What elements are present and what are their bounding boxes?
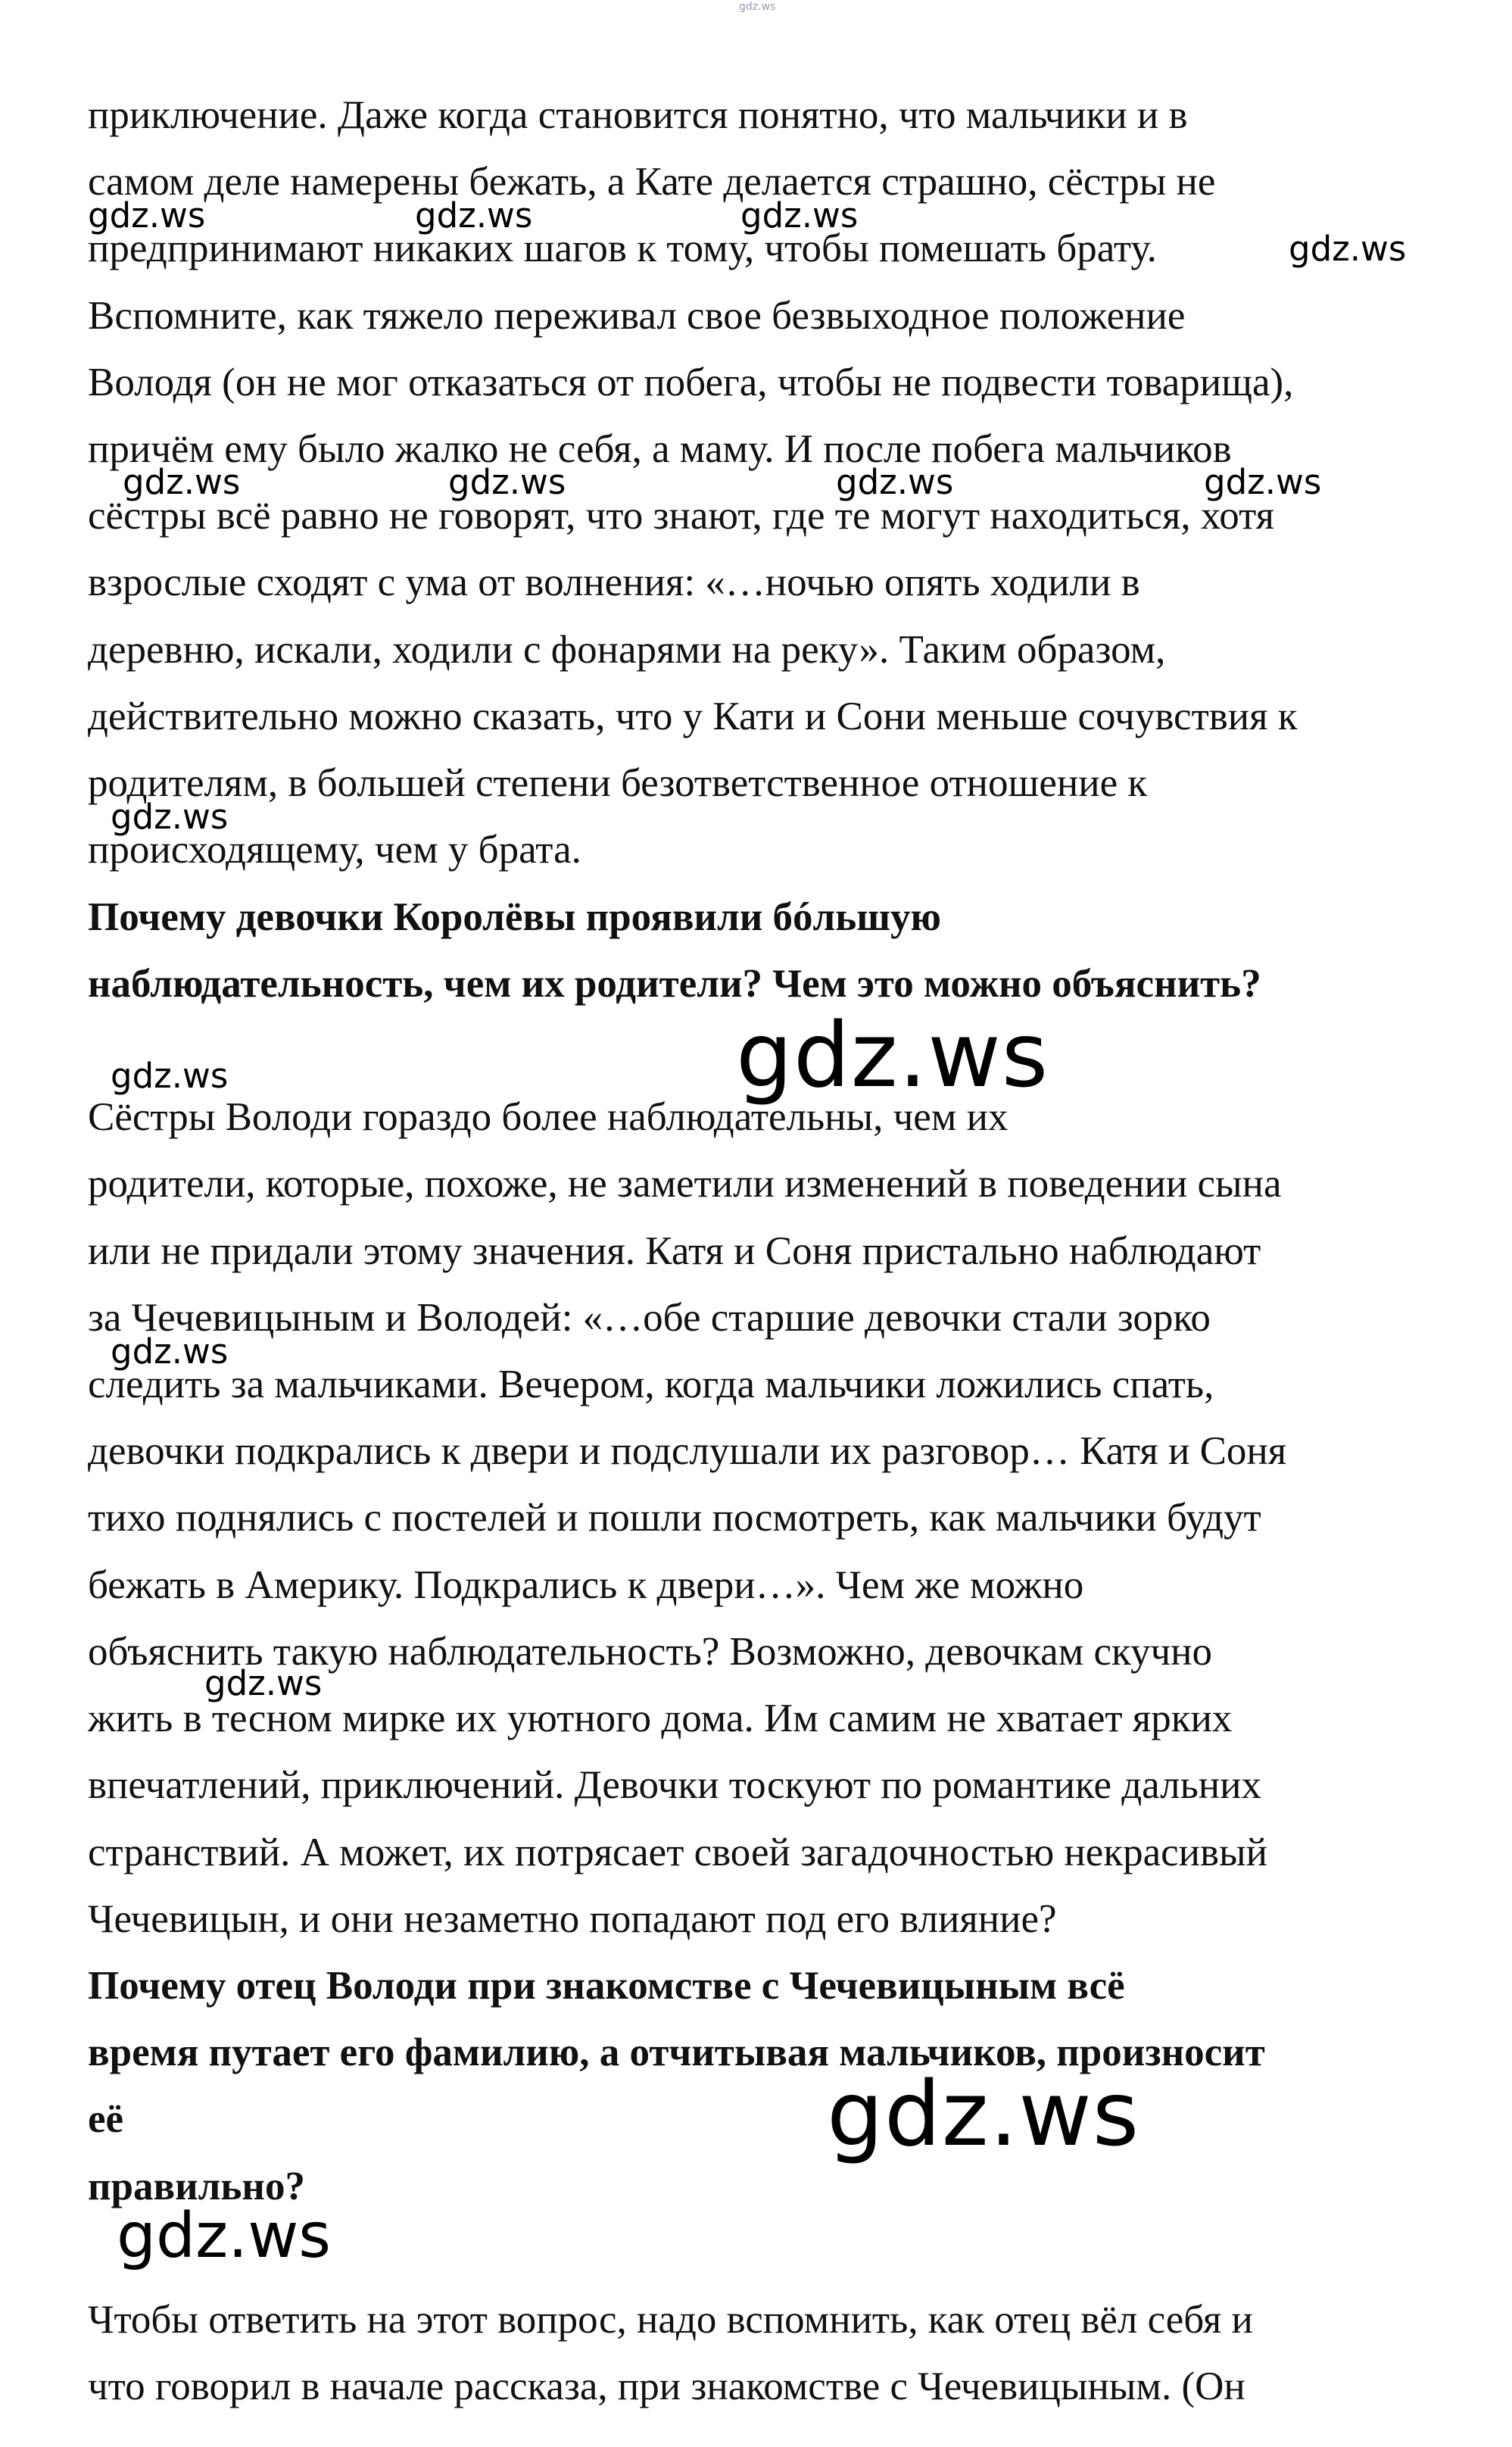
text-line: родители, которые, похоже, не заметили изменений в поведении сына [88,1162,1282,1206]
text-line: сёстры всё равно не говорят, что знают, где те могут находиться, хотя [88,494,1274,538]
text-line: Чечевицын, и они незаметно попадают под его влияние? [88,1897,1057,1941]
text-line: действительно можно сказать, что у Кати и Сони меньше сочувствия к [88,694,1298,738]
text-line: взрослые сходят с ума от волнения: «…ночью опять ходили в [88,560,1140,604]
question-heading: правильно? [88,2165,305,2208]
watermark: gdz.ws [111,797,229,837]
text-line: тихо поднялись с постелей и пошли посмотреть, как мальчики будут [88,1496,1261,1540]
header-watermark: gdz.ws [739,1,776,13]
watermark: gdz.ws [448,462,566,502]
text-line: Сёстры Володи гораздо более наблюдательны, чем их [88,1095,1009,1139]
text-line: девочки подкрались к двери и подслушали их разговор… Катя и Соня [88,1429,1287,1473]
text-line: или не придали этому значения. Катя и Соня пристально наблюдают [88,1229,1261,1273]
watermark: gdz.ws [415,195,533,236]
watermark: gdz.ws [1289,229,1407,269]
text-line: следить за мальчиками. Вечером, когда мальчики ложились спать, [88,1362,1214,1406]
question-heading: Почему девочки Королёвы проявили бóльшую [88,895,942,939]
watermark: gdz.ws [111,1056,229,1096]
watermark: gdz.ws [740,195,859,236]
question-heading: её [88,2097,124,2141]
text-line: странствий. А может, их потрясает своей загадочностью некрасивый [88,1831,1267,1874]
watermark-large: gdz.ws [736,1003,1049,1107]
watermark: gdz.ws [1204,462,1322,502]
watermark: gdz.ws [204,1663,323,1703]
question-heading: Почему отец Володи при знакомстве с Чечевицыным всё [88,1964,1125,2008]
text-line: впечатлений, приключений. Девочки тоскуют по романтике дальних [88,1763,1262,1807]
text-line: жить в тесном мирке их уютного дома. Им самим не хватает ярких [88,1696,1233,1740]
text-line: деревню, искали, ходили с фонарями на реку». Таким образом, [88,628,1166,672]
watermark: gdz.ws [836,462,954,502]
text-line: Вспомните, как тяжело переживал свое безвыходное положение [88,294,1186,338]
text-line: объяснить такую наблюдательность? Возможно, девочкам скучно [88,1630,1213,1674]
question-heading: время путает его фамилию, а отчитывая мальчиков, произносит [88,2030,1265,2074]
text-line: приключение. Даже когда становится понятно, что мальчики и в [88,93,1188,137]
text-line: происходящему, чем у брата. [88,828,581,872]
text-line: самом деле намерены бежать, а Кате делается страшно, сёстры не [88,160,1216,204]
text-line: причём ему было жалко не себя, а маму. И после побега мальчиков [88,427,1232,471]
watermark-medium: gdz.ws [117,2200,331,2272]
text-line: бежать в Америку. Подкрались к двери…». Чем же можно [88,1563,1084,1607]
text-line: что говорил в начале рассказа, при знакомстве с Чечевицыным. (Он [88,2364,1245,2408]
text-line: Володя (он не мог отказаться от побега, чтобы не подвести товарища), [88,360,1294,404]
watermark-large: gdz.ws [827,2062,1140,2166]
text-line: за Чечевицыным и Володей: «…обе старшие девочки стали зорко [88,1296,1211,1340]
watermark: gdz.ws [123,462,241,502]
text-line: предпринимают никаких шагов к тому, чтобы помешать брату. [88,226,1157,270]
watermark: gdz.ws [88,195,206,236]
text-line: родителям, в большей степени безответственное отношение к [88,761,1148,805]
question-heading: наблюдательность, чем их родители? Чем это можно объяснить? [88,962,1261,1006]
watermark: gdz.ws [111,1331,229,1372]
text-line: Чтобы ответить на этот вопрос, надо вспомнить, как отец вёл себя и [88,2298,1253,2342]
